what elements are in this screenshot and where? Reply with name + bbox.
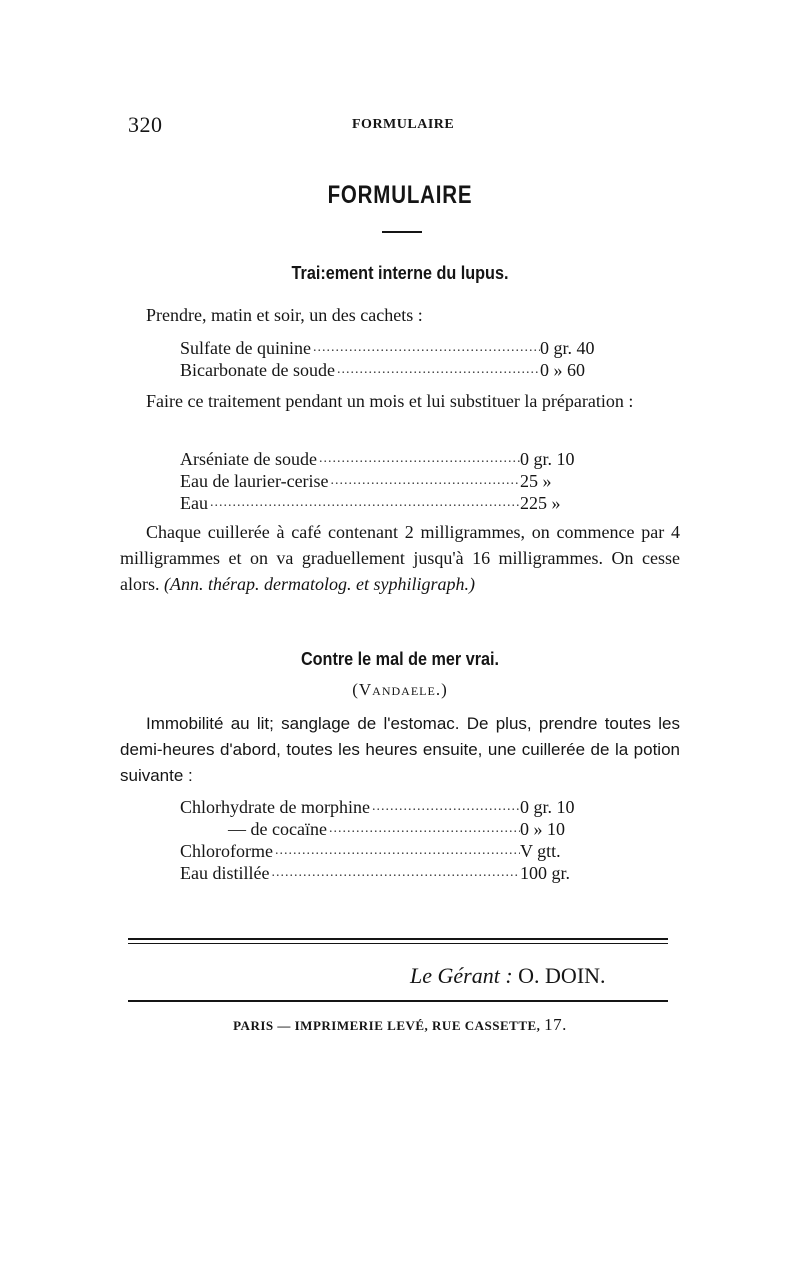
leader-dots	[273, 840, 520, 862]
manager-name: O. DOIN.	[518, 963, 606, 988]
ingredient-qty: 225 »	[520, 493, 561, 513]
ingredient-name: Chlorhydrate de morphine	[180, 797, 370, 817]
ingredient-name: Eau distillée	[180, 863, 270, 883]
manager-label: Le Gérant :	[410, 963, 513, 988]
section-title: FORMULAIRE	[327, 181, 473, 209]
imprint-text: PARIS — IMPRIMERIE LEVÉ, RUE CASSETTE,	[233, 1018, 541, 1033]
lupus-middle	[120, 388, 680, 414]
ingredient-qty: 0 gr. 10	[520, 449, 575, 469]
mer-recipe	[180, 796, 610, 884]
title-rule	[382, 231, 422, 233]
lupus-closing-text: Chaque cuillerée à café contenant 2 milligrammes, on commence par 4 milligrammes et on va graduellement jusqu'à 16 milligrammes. On cesse alors.	[120, 522, 680, 594]
mer-heading: Contre le mal de mer vrai.	[300, 649, 500, 669]
lupus-middle-text: Faire ce traitement pendant un mois et lui substituer la préparation :	[146, 391, 634, 411]
footer-rule-top	[128, 938, 668, 940]
running-title: FORMULAIRE	[352, 117, 455, 132]
page-number: 320	[128, 112, 163, 137]
mer-text-body: Immobilité au lit; sanglage de l'estomac. De plus, prendre toutes les demi-heures d'abord, toutes les heures ensuite, une cuillerée de la potion suivante :	[120, 714, 680, 785]
mer-text	[120, 711, 680, 789]
leader-dots	[269, 862, 520, 884]
leader-dots	[329, 470, 520, 492]
leader-dots	[327, 818, 520, 840]
ingredient-qty: V gtt.	[520, 841, 561, 861]
lupus-recipe-1	[180, 337, 630, 381]
ingredient-qty: 0 gr. 10	[520, 797, 575, 817]
leader-dots	[317, 448, 520, 470]
ingredient-name: Bicarbonate de soude	[180, 360, 335, 380]
ingredient-name: Eau de laurier-cerise	[180, 471, 329, 491]
recipe-row	[180, 796, 610, 818]
recipe-row	[180, 818, 610, 840]
recipe-row	[180, 359, 630, 381]
ingredient-qty: 0 » 10	[520, 819, 565, 839]
leader-dots	[208, 492, 520, 514]
recipe-row	[180, 862, 610, 884]
mer-author: (Vandaele.)	[352, 680, 448, 699]
lupus-intro-text: Prendre, matin et soir, un des cachets :	[146, 305, 423, 325]
leader-dots	[311, 337, 540, 359]
ingredient-name: Eau	[180, 493, 208, 513]
recipe-row	[180, 492, 610, 514]
recipe-row	[180, 448, 610, 470]
lupus-closing	[120, 519, 680, 597]
lupus-recipe-2	[180, 448, 610, 514]
ingredient-name: Sulfate de quinine	[180, 338, 311, 358]
ingredient-name: Arséniate de soude	[180, 449, 317, 469]
manager-line	[410, 963, 606, 989]
footer-rule-top-thin	[128, 943, 668, 944]
ingredient-name: — de cocaïne	[228, 819, 327, 839]
recipe-row	[180, 337, 630, 359]
footer-rule-bottom	[128, 1000, 668, 1002]
lupus-source: (Ann. thérap. dermatolog. et syphiligraph.)	[164, 574, 475, 594]
imprint-number: 17.	[544, 1015, 567, 1034]
ingredient-qty: 0 » 60	[540, 360, 585, 380]
ingredient-qty: 25 »	[520, 471, 552, 491]
recipe-row	[180, 470, 610, 492]
leader-dots	[335, 359, 540, 381]
ingredient-qty: 100 gr.	[520, 863, 571, 883]
leader-dots	[370, 796, 520, 818]
imprint	[0, 1015, 800, 1035]
lupus-heading: Trai:ement interne du lupus.	[291, 263, 509, 283]
recipe-row	[180, 840, 610, 862]
ingredient-qty: 0 gr. 40	[540, 338, 595, 358]
ingredient-name: Chloroforme	[180, 841, 273, 861]
lupus-intro	[120, 302, 680, 328]
